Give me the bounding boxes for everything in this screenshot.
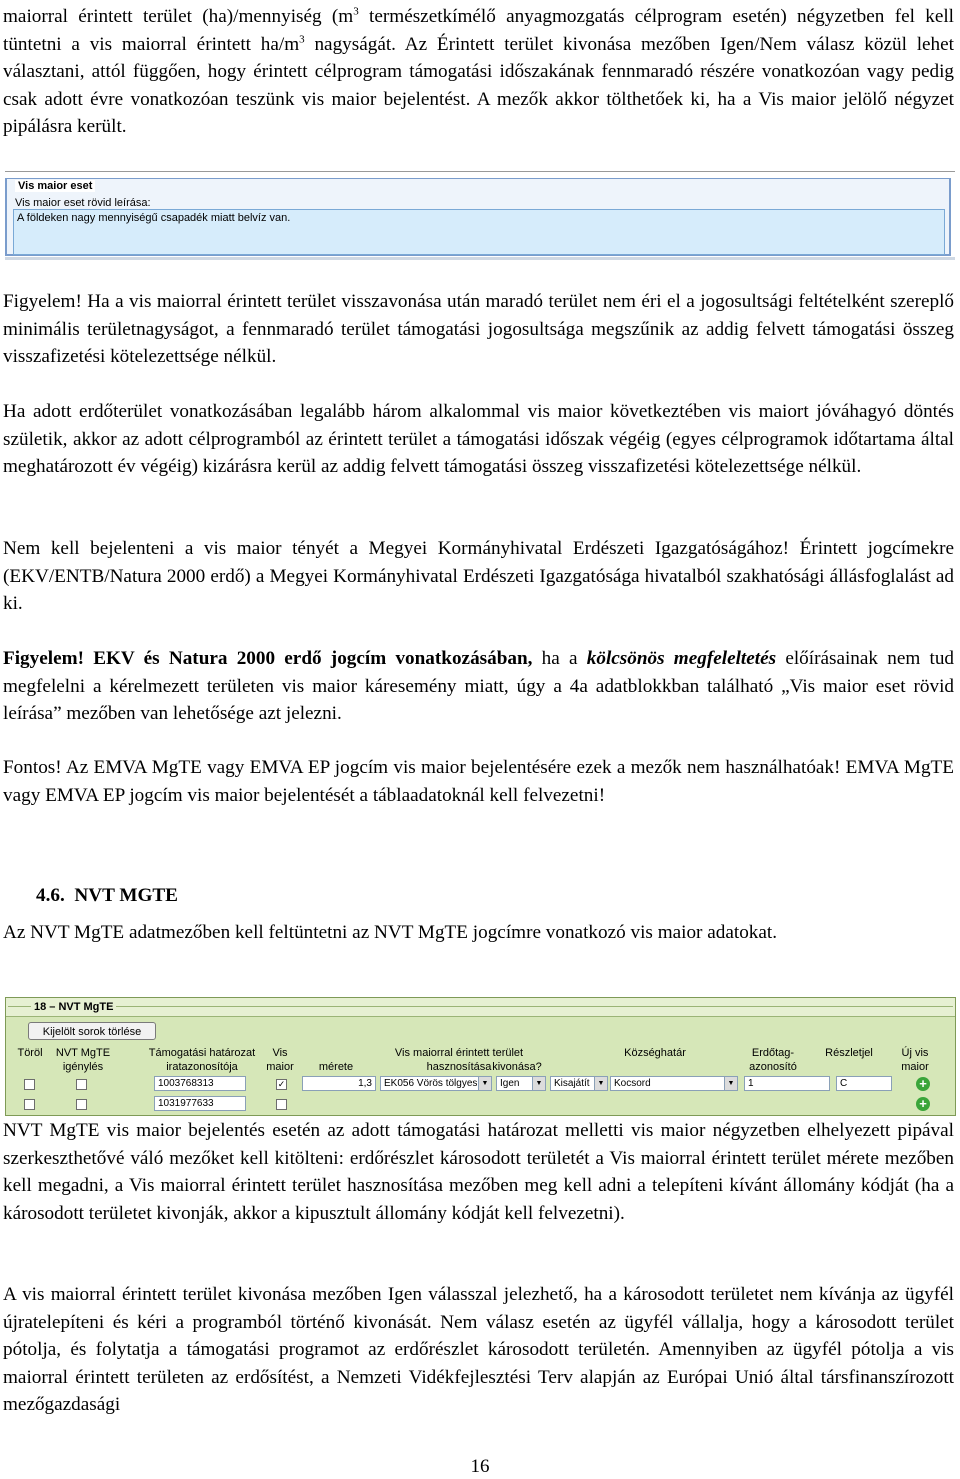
header-hasznositasa: Vis maiorral érintett terület hasznosítása bbox=[394, 1047, 524, 1073]
header-erdotag: Erdőtag- azonosító bbox=[749, 1047, 797, 1073]
section-number: 4.6. bbox=[36, 885, 65, 906]
delete-selected-rows-button[interactable]: Kijelölt sorok törlése bbox=[28, 1022, 156, 1040]
header-hatarozat: Támogatási határozat iratazonosítója bbox=[148, 1047, 256, 1073]
header-vis-maior: Vis maior bbox=[266, 1047, 294, 1073]
merete-field[interactable]: 1,3 bbox=[302, 1076, 376, 1091]
section-title: NVT MGTE bbox=[74, 885, 178, 906]
nvt-igenyles-checkbox[interactable] bbox=[76, 1099, 87, 1110]
header-uj-vis-maior: Új vis maior bbox=[901, 1047, 929, 1073]
add-icon[interactable]: + bbox=[916, 1097, 930, 1111]
select-value: Kocsord bbox=[614, 1078, 651, 1089]
kivonasa-select[interactable] bbox=[496, 1076, 546, 1091]
delete-checkbox[interactable] bbox=[24, 1099, 35, 1110]
intro-paragraph bbox=[3, 3, 954, 141]
vis-maior-checkbox[interactable] bbox=[276, 1099, 287, 1110]
paragraph-text: Az NVT MgTE adatmezőben kell feltüntetni az NVT MgTE jogcímre vonatkozó vis maior adatokat. bbox=[3, 922, 778, 943]
italic-text: kölcsönös megfeleltetés bbox=[586, 648, 777, 669]
divider bbox=[5, 257, 955, 260]
header-kozseghatar: Községhatár bbox=[624, 1047, 686, 1059]
page-number: 16 bbox=[470, 1456, 490, 1477]
vis-maior-fieldset bbox=[5, 178, 951, 256]
nvt-mgte-screenshot bbox=[5, 997, 956, 1116]
paragraph-text: NVT MgTE vis maior bejelentés esetén az adott támogatási határozat melletti vis maior négyzetben elhelyezett pipával szerkeszthetővé váló mezőket kell kitölteni: erdőrészlet károsodott területét a Vis maiorral érintett terület mérete mezőben kell megadni, a Vis maiorral érintett terület hasznosítása mezőben meg kell adni a telepíteni kívánt állomány kódját (ha a károsodott területet kivonják, akkor a kipusztult állomány kódját kell felvezetni). bbox=[3, 1120, 954, 1224]
superscript: 3 bbox=[299, 33, 305, 46]
panel-title-text: 18 – NVT MgTE bbox=[31, 1001, 116, 1013]
vis-maior-screenshot bbox=[5, 170, 955, 260]
header-merete: mérete bbox=[318, 1061, 354, 1073]
forest-paragraph bbox=[3, 398, 954, 481]
vis-maior-checkbox[interactable]: ✓ bbox=[277, 1079, 286, 1089]
chevron-down-icon: ▼ bbox=[724, 1077, 737, 1090]
table-row bbox=[6, 1076, 955, 1096]
fieldset-legend: Vis maior eset bbox=[15, 180, 95, 192]
hasznositasa-select[interactable] bbox=[380, 1076, 492, 1091]
select-value: Igen bbox=[500, 1078, 520, 1089]
header-reszletjel: Részletjel bbox=[825, 1047, 873, 1059]
paragraph-text: Fontos! Az EMVA MgTE vagy EMVA EP jogcím vis maior bejelentésére ezek a mezők nem használhatóak! EMVA MgTE vagy EMVA EP jogcím vis maior bejelentését a táblaadatoknál kell felvezetni! bbox=[3, 757, 954, 806]
select-value: Kisajátít bbox=[554, 1078, 590, 1089]
superscript: 3 bbox=[353, 5, 359, 18]
kivonas-tipus-select[interactable] bbox=[550, 1076, 608, 1091]
paragraph-text: Nem kell bejelenteni a vis maior tényét a Megyei Kormányhivatal Erdészeti Igazgatóságához! Érintett jogcímekre (EKV/ENTB/Natura 2000 erdő) a Megyei Kormányhivatal Erdészeti Igazgatósága hivatalból szakhatósági állásfoglalást ad ki. bbox=[3, 538, 954, 614]
nvt-instructions-paragraph bbox=[3, 1117, 954, 1227]
header-torol: Töröl bbox=[17, 1047, 43, 1059]
erdotag-field[interactable]: 1 bbox=[744, 1076, 830, 1091]
withdrawal-paragraph bbox=[3, 1281, 954, 1419]
chevron-down-icon: ▼ bbox=[594, 1077, 607, 1090]
intro-text-c: nagyságát. Az Érintett terület kivonása mezőben Igen/Nem válasz közül lehet választani, attól függően, hogy érintett célprogram támogatási időszakának fennmaradó részére vonatkozóan vagy pedig csak adott évre vonatkozóan teszünk vis maior bejelentést. A mezők akkor tölthetőek ki, ha a Vis maior jelölő négyzet pipálásra került. bbox=[3, 33, 954, 137]
header-igenyles: NVT MgTE igénylés bbox=[55, 1047, 111, 1073]
warning-paragraph bbox=[3, 288, 954, 371]
panel-title bbox=[6, 998, 955, 1017]
divider bbox=[5, 171, 955, 172]
paragraph-text: Figyelem! Ha a vis maiorral érintett terület visszavonása után maradó terület nem éri el a jogosultsági feltételként szereplő minimális területnagyságot, a fennmaradó terület támogatási jogosultsága megszűnik az addig felvett támogatási összeg visszafizetési kötelezettsége nélkül. bbox=[3, 291, 954, 367]
description-textarea[interactable]: A földeken nagy mennyiségű csapadék miatt belvíz van. bbox=[13, 209, 945, 255]
select-value: EK056 Vörös tölgyes bbox=[384, 1078, 478, 1089]
intro-text-a: maiorral érintett terület (ha)/mennyiség (m bbox=[3, 6, 354, 27]
nvt-intro-paragraph bbox=[3, 919, 954, 947]
chevron-down-icon: ▼ bbox=[532, 1077, 545, 1090]
notice-paragraph bbox=[3, 535, 954, 618]
add-icon[interactable]: + bbox=[916, 1077, 930, 1091]
field-label: Vis maior eset rövid leírása: bbox=[15, 197, 151, 209]
ekv-paragraph bbox=[3, 645, 954, 728]
paragraph-text: Ha adott erdőterület vonatkozásában legalább három alkalommal vis maior következtében vis maiort jóváhagyó döntés születik, akkor az adott célprogramból az érintett terület a támogatási időszak végéig (egyes célprogramok időtartama által meghatározott év végéig) kizárásra kerül az addig felvett támogatási összeg visszafizetési kötelezettsége nélkül. bbox=[3, 401, 954, 477]
header-kivonasa: kivonása? bbox=[492, 1061, 542, 1073]
important-paragraph bbox=[3, 754, 954, 809]
paragraph-text: A vis maiorral érintett terület kivonása mezőben Igen válasszal jelezhető, ha a károsodott területet nem kívánja az ügyfél újratelepíteni és kéri a programból történő kivonását. Nem válasz esetén az ügyfél vállalja, hogy a károsodott terület pótolja, és folytatja a támogatási programot az erdőrészlet károsodott területén. Amennyiben az ügyfél pótolja a vis maiorral érintett területen az erdősítést, a Nemzeti Vidékfejlesztési Terv alapján az Európai Unió által társfinanszírozott mezőgazdasági bbox=[3, 1284, 954, 1415]
section-heading bbox=[36, 885, 178, 907]
kozseghatar-select[interactable] bbox=[610, 1076, 738, 1091]
bold-text: Figyelem! EKV és Natura 2000 erdő jogcím vonatkozásában, bbox=[3, 648, 533, 669]
text: előírásainak nem tud megfelelni a kérelmezett területen vis maior káresemény miatt, úgy a 4a adatblokkban található „Vis maior eset rövid leírása” mezőben van lehetősége azt jelezni. bbox=[3, 648, 955, 724]
hatarozat-field[interactable]: 1003768313 bbox=[154, 1076, 246, 1091]
delete-checkbox[interactable] bbox=[24, 1079, 35, 1090]
intro-text-b: természetkímélő anyagmozgatás célprogram esetén) négyzetben fel kell tüntetni a vis maiorral érintett ha/m bbox=[3, 6, 955, 55]
nvt-igenyles-checkbox[interactable] bbox=[76, 1079, 87, 1090]
reszletjel-field[interactable]: C bbox=[836, 1076, 892, 1091]
text: ha a bbox=[532, 648, 587, 669]
chevron-down-icon: ▼ bbox=[478, 1077, 491, 1090]
hatarozat-field[interactable]: 1031977633 bbox=[154, 1096, 246, 1111]
table-row bbox=[6, 1096, 955, 1116]
